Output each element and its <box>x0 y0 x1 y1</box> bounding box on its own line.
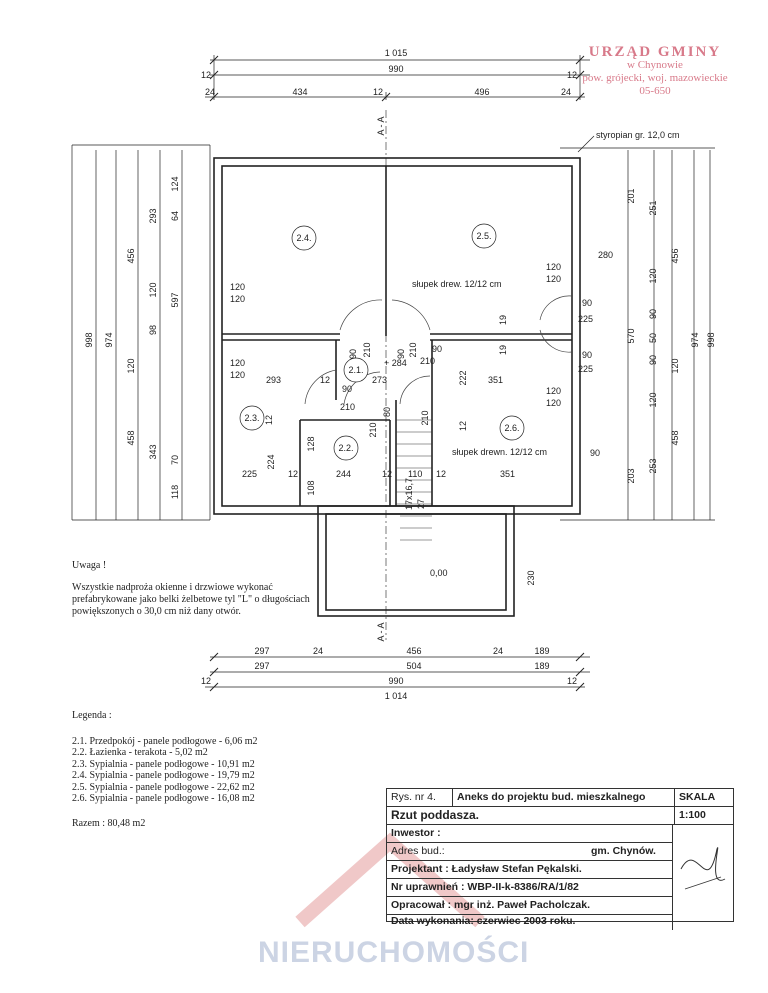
dim-i-90f: 90 <box>348 348 358 360</box>
dim-bot-24a: 24 <box>312 646 324 656</box>
dim-left-343: 343 <box>148 444 158 460</box>
dim-i-120e: 120 <box>546 262 562 272</box>
dim-i-210c: 210 <box>362 342 372 358</box>
dim-i-120f: 120 <box>546 274 562 284</box>
dim-top-12-mid: 12 <box>372 87 384 97</box>
tb-opracowal: Opracował : mgr inż. Paweł Pacholczak. <box>387 897 673 914</box>
dim-i-128: 128 <box>306 436 316 452</box>
dim-top-434: 434 <box>292 87 308 97</box>
dim-left-118: 118 <box>170 484 180 500</box>
dim-right-90a: 90 <box>648 308 658 320</box>
level-mark: 0,00 <box>430 568 448 578</box>
dim-right-456: 456 <box>670 248 680 264</box>
dim-i-210f: 210 <box>368 422 378 438</box>
dim-left-597: 597 <box>170 292 180 308</box>
dim-i-284: + 284 <box>384 358 407 368</box>
dim-i-225b: 225 <box>578 364 594 374</box>
stamp-line-2: w Chynowie <box>627 59 683 71</box>
dim-i-120a: 120 <box>230 282 246 292</box>
legend-item: 2.6. Sypialnia - panele podłogowe - 16,08 m2 <box>72 793 255 804</box>
dim-annex-230: 230 <box>526 570 536 586</box>
legend <box>72 710 342 829</box>
warning-note <box>72 560 312 618</box>
title-block <box>386 788 734 927</box>
tb-rzut: Rzut poddasza. <box>387 807 675 824</box>
note-text: Wszystkie nadproża okienne i drzwiowe wykonać prefabrykowane jako belki żelbetowe tyl "L" o długościach powiększonych o 30,0 cm niż dany otwór. <box>72 582 310 617</box>
dim-i-90c: 90 <box>590 448 601 458</box>
dim-right-253: 253 <box>648 458 658 474</box>
dim-i-351a: 351 <box>488 375 504 385</box>
legend-item: 2.3. Sypialnia - panele podłogowe - 10,91 m2 <box>72 758 255 770</box>
dim-i-110: 110 <box>408 469 423 479</box>
dim-i-351b: 351 <box>500 469 516 479</box>
legend-item: 2.1. Przedpokój - panele podłogowe - 6,06 m2 <box>72 735 258 747</box>
tb-inwestor: Inwestor : <box>387 825 673 842</box>
dim-i-12d: 12 <box>288 469 299 479</box>
dim-right-570: 570 <box>626 328 636 344</box>
tb-projektant: Projektant : Ładysław Stefan Pękalski. <box>387 861 673 878</box>
dim-right-50: 50 <box>648 332 658 344</box>
note-title: Uwaga ! <box>72 560 107 571</box>
room-2-5: 2.5. <box>476 231 492 241</box>
legend-title: Legenda : <box>72 710 112 721</box>
dim-right-458: 458 <box>670 430 680 446</box>
tb-gmina: gm. Chynów. <box>587 843 673 860</box>
dim-left-998: 998 <box>84 332 94 348</box>
dim-i-210e: 210 <box>420 410 430 426</box>
room-2-3: 2.3. <box>244 413 260 423</box>
dim-right-120c: 120 <box>670 358 680 374</box>
dim-right-280: 280 <box>598 250 614 260</box>
dim-i-222: 222 <box>458 370 468 386</box>
room-2-2: 2.2. <box>338 443 354 453</box>
dim-i-90g: 90 <box>396 348 406 360</box>
dim-right-974: 974 <box>690 332 700 348</box>
legend-item: 2.2. Łazienka - terakota - 5,02 m2 <box>72 747 208 758</box>
dim-i-293: 293 <box>266 375 282 385</box>
dim-i-120h: 120 <box>546 398 562 408</box>
slupek-label-1: słupek drew. 12/12 cm <box>412 279 502 289</box>
tb-adres: Adres bud.: <box>391 845 445 857</box>
dim-left-64: 64 <box>170 210 180 222</box>
signature <box>677 829 729 909</box>
dim-bot-297b: 297 <box>254 661 270 671</box>
dim-left-98: 98 <box>148 324 158 336</box>
dim-right-201: 201 <box>626 188 636 204</box>
dim-i-12f: 12 <box>436 469 447 479</box>
dim-left-974: 974 <box>104 332 114 348</box>
tb-rys: Rys. nr 4. <box>387 789 453 806</box>
dim-i-12b: 12 <box>458 420 468 432</box>
tb-aneks: Aneks do projektu bud. mieszkalnego <box>453 789 675 806</box>
legend-item: 2.4. Sypialnia - panele podłogowe - 19,79 m2 <box>72 770 255 781</box>
slupek-label-2: słupek drewn. 12/12 cm <box>452 447 548 457</box>
legend-item: 2.5. Sypialnia - panele podłogowe - 22,62 m2 <box>72 781 255 793</box>
dim-right-998: 998 <box>706 332 716 348</box>
dim-i-80: 80 <box>382 406 392 418</box>
dim-bot-12b: 12 <box>566 676 578 686</box>
room-2-6: 2.6. <box>504 423 520 433</box>
dim-left-293: 293 <box>148 208 158 224</box>
stamp-line-1: URZĄD GMINY <box>588 44 722 60</box>
dim-i-12a: 12 <box>320 375 331 385</box>
room-2-4: 2.4. <box>296 233 312 243</box>
dim-i-210d: 210 <box>408 342 418 358</box>
dim-stairs-27: 27 <box>416 498 426 510</box>
room-2-1: 2.1. <box>348 365 364 375</box>
tb-uprawnienia: Nr uprawnień : WBP-II-k-8386/RA/1/82 <box>387 879 673 896</box>
dim-left-120b: 120 <box>148 282 158 298</box>
dim-top-12-left: 12 <box>200 70 212 80</box>
dim-top-24-left: 24 <box>204 87 216 97</box>
section-bottom-label: A - A <box>376 622 386 642</box>
dim-i-273: 273 <box>372 375 388 385</box>
watermark-text: NIERUCHOMOŚCI <box>258 936 530 969</box>
tb-skala-label: SKALA <box>679 791 716 803</box>
dim-left-70: 70 <box>170 454 180 466</box>
dim-i-120d: 120 <box>230 370 246 380</box>
stamp-line-3: pow. grójecki, woj. mazowieckie <box>582 72 728 84</box>
dim-i-90b: 90 <box>582 350 593 360</box>
dim-i-120c: 120 <box>230 358 246 368</box>
dim-right-120a: 120 <box>648 268 658 284</box>
dim-top-total: 1 015 <box>384 48 408 58</box>
tb-data: Data wykonania: czerwiec 2003 roku. <box>387 913 673 930</box>
dim-bot-504: 504 <box>406 661 422 671</box>
dim-i-12e: 12 <box>382 469 393 479</box>
section-top-label: A - A <box>376 116 386 136</box>
dim-i-244: 244 <box>336 469 352 479</box>
dim-left-456: 456 <box>126 248 136 264</box>
dim-i-224: 224 <box>266 454 276 470</box>
dim-bot-24b: 24 <box>492 646 504 656</box>
dim-i-19b: 19 <box>498 344 508 356</box>
dim-i-210a: 210 <box>340 402 356 412</box>
dim-top-990: 990 <box>388 64 404 74</box>
dim-i-90a: 90 <box>582 298 593 308</box>
dim-bot-total: 1 014 <box>384 691 408 700</box>
dim-bot-297a: 297 <box>254 646 270 656</box>
dim-right-203: 203 <box>626 468 636 484</box>
dim-top-496: 496 <box>474 87 490 97</box>
dim-left-124: 124 <box>170 176 180 192</box>
dim-bot-189a: 189 <box>534 646 550 656</box>
dim-bot-189b: 189 <box>534 661 550 671</box>
dim-top-24-right: 24 <box>560 87 572 97</box>
dim-i-225a: 225 <box>578 314 594 324</box>
dim-left-458: 458 <box>126 430 136 446</box>
dim-bot-456: 456 <box>406 646 422 656</box>
dim-i-90e: 90 <box>432 344 443 354</box>
dim-right-120b: 120 <box>648 392 658 408</box>
dim-i-210b: 210 <box>420 356 436 366</box>
tb-skala: 1:100 <box>679 809 706 821</box>
dim-bot-12a: 12 <box>200 676 212 686</box>
dim-right-251: 251 <box>648 200 658 216</box>
dim-i-225: 225 <box>242 469 258 479</box>
dim-i-108: 108 <box>306 480 316 496</box>
dim-i-19a: 19 <box>498 314 508 326</box>
styropian-label: styropian gr. 12,0 cm <box>596 130 680 140</box>
dim-i-12c: 12 <box>264 414 274 426</box>
dim-i-120g: 120 <box>546 386 562 396</box>
dim-i-90d: 90 <box>342 384 353 394</box>
stamp-line-4: 05-650 <box>639 85 671 97</box>
dim-top-12-right: 12 <box>566 70 578 80</box>
dim-left-120a: 120 <box>126 358 136 374</box>
dim-i-120b: 120 <box>230 294 246 304</box>
dim-bot-990: 990 <box>388 676 404 686</box>
legend-total: Razem : 80,48 m2 <box>72 817 146 829</box>
dim-stairs: 17x16,7 <box>404 477 414 511</box>
dim-right-90b: 90 <box>648 354 658 366</box>
